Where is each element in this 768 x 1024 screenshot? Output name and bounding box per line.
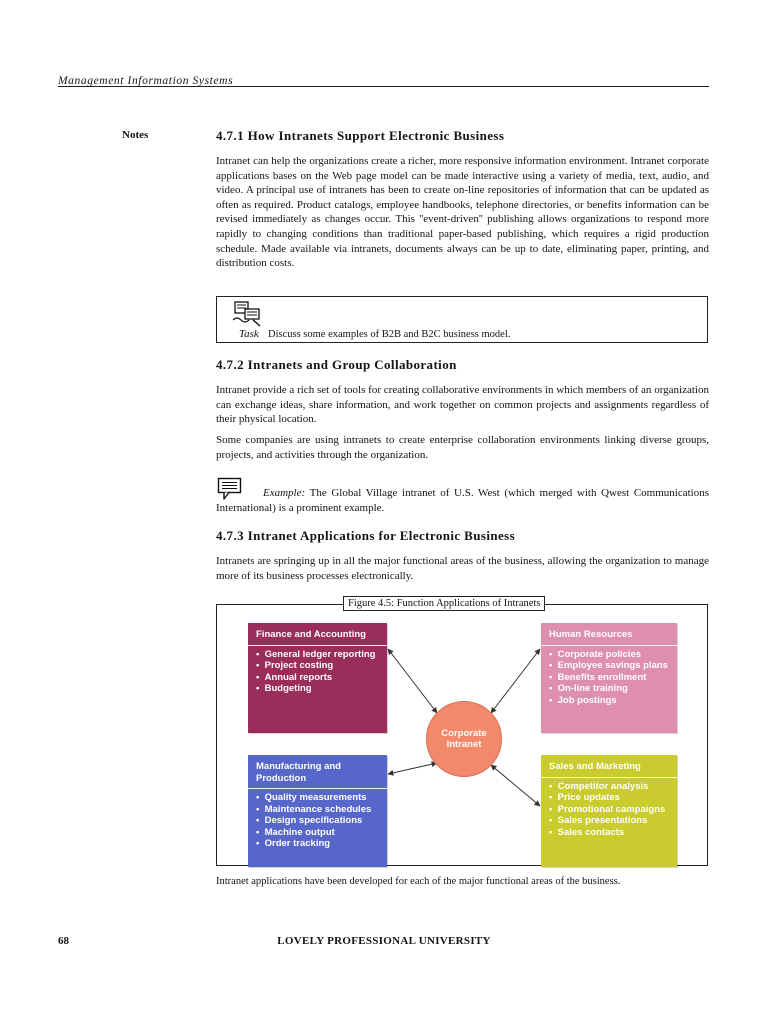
manufacturing-production-title: Manufacturing and Production: [256, 761, 341, 784]
manufacturing-production-list: [256, 792, 379, 850]
list-item: • Budgeting: [256, 683, 379, 695]
figure-caption: Intranet applications have been developed for each of the major functional areas of the business.: [216, 876, 621, 887]
task-box: [216, 296, 708, 343]
running-header: [58, 71, 709, 87]
list-item: • On-line training: [549, 683, 669, 695]
list-item: • General ledger reporting: [256, 649, 379, 661]
list-item: • Sales presentations: [549, 815, 669, 827]
box-divider: [248, 645, 387, 646]
task-icon-graphic: [231, 300, 263, 328]
manufacturing-production-box: [248, 755, 387, 867]
section-4-7-2-paragraph-2: Some companies are using intranets to create enterprise collaboration environments linking diverse groups, projects, and activities through the organization.: [216, 434, 709, 461]
arrow-sales-hub: [491, 765, 540, 806]
sales-marketing-title: Sales and Marketing: [549, 761, 641, 772]
list-item: • Job postings: [549, 695, 669, 707]
list-item: • Promotional campaigns: [549, 804, 669, 816]
corporate-intranet-hub: Corporate Intranet: [426, 701, 502, 777]
human-resources-title: Human Resources: [549, 629, 633, 640]
sales-marketing-box: [541, 755, 677, 867]
arrow-finance-hub: [388, 649, 437, 713]
box-divider: [248, 788, 387, 789]
list-item: • Benefits enrollment: [549, 672, 669, 684]
list-item: • Employee savings plans: [549, 660, 669, 672]
section-4-7-2-paragraph-1: Intranet provide a rich set of tools for creating collaborative environments in which members of an organization can exchange ideas, share information, and work together on common projects and assignments regardless of their physical location.: [216, 384, 709, 426]
page-number: 68: [58, 935, 69, 947]
task-text: Discuss some examples of B2B and B2C business model.: [268, 329, 511, 340]
example-paragraph: [216, 486, 709, 515]
section-4-7-1-paragraph: Intranet can help the organizations create a richer, more responsive information environment. Intranet corporate applications bases on the Web page model can be made interactive using a variety of media, text, audio, and video. A principal use of intranets has been to create on-line repositories of information that can be updated as often as required. Product catalogs, employee handbooks, telephone directories, or benefits information can be revised immediately as changes occur. This ''event-driven'' publishing allows organizations to respond more rapidly to changing conditions than traditional paper-based publishing, which requires a rigid production schedule. Made available via intranets, documents always can be up to date, eliminating paper, printing, and distribution costs.: [216, 155, 709, 270]
list-item: • Competitor analysis: [549, 781, 669, 793]
list-item: • Quality measurements: [256, 792, 379, 804]
list-item: • Maintenance schedules: [256, 804, 379, 816]
box-divider: [541, 645, 677, 646]
list-item: • Annual reports: [256, 672, 379, 684]
figure-title: Figure 4.5: Function Applications of Intranets: [343, 596, 545, 611]
sales-marketing-list: [549, 781, 669, 839]
section-4-7-3-heading: 4.7.3 Intranet Applications for Electronic Business: [216, 528, 516, 543]
section-4-7-1-heading: 4.7.1 How Intranets Support Electronic Business: [216, 128, 505, 143]
finance-accounting-title: Finance and Accounting: [256, 629, 366, 640]
list-item: • Machine output: [256, 827, 379, 839]
arrow-mfg-hub: [388, 763, 437, 774]
arrow-hr-hub: [491, 649, 540, 713]
example-label: Example:: [263, 487, 306, 499]
list-item: • Order tracking: [256, 838, 379, 850]
example-text: The Global Village intranet of U.S. West (which merged with Qwest Communications International) is a prominent example.: [216, 487, 709, 514]
notes-margin-label: Notes: [122, 129, 149, 141]
task-label: Task: [239, 328, 259, 340]
list-item: • Design specifications: [256, 815, 379, 827]
section-4-7-2-heading: 4.7.2 Intranets and Group Collaboration: [216, 357, 457, 372]
list-item: • Price updates: [549, 792, 669, 804]
finance-accounting-list: [256, 649, 379, 695]
list-item: • Project costing: [256, 660, 379, 672]
human-resources-box: [541, 623, 677, 733]
running-title: Management Information Systems: [58, 75, 234, 87]
list-item: • Corporate policies: [549, 649, 669, 661]
box-divider: [541, 777, 677, 778]
list-item: • Sales contacts: [549, 827, 669, 839]
human-resources-list: [549, 649, 669, 707]
finance-accounting-box: [248, 623, 387, 733]
figure-function-applications: [216, 598, 708, 866]
section-4-7-3-paragraph: Intranets are springing up in all the major functional areas of the business, allowing the organization to manage more of its business processes electronically.: [216, 555, 709, 582]
footer-university: LOVELY PROFESSIONAL UNIVERSITY: [277, 935, 491, 947]
